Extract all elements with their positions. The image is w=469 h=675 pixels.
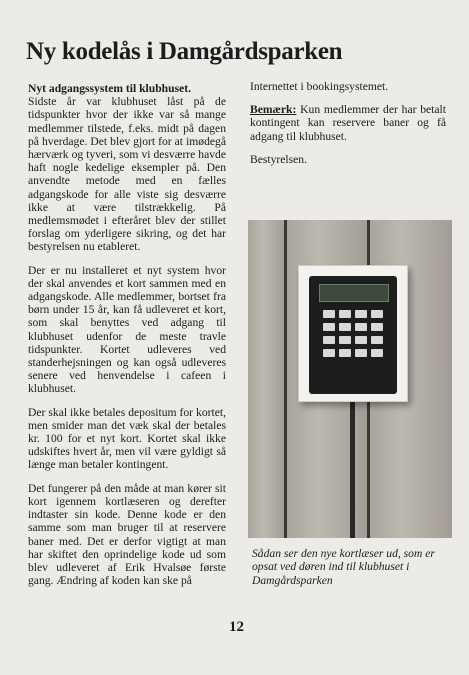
keypad-key: [371, 336, 383, 344]
paragraph-4: Det fungerer på den måde at man kører sit kort igennem kortlæseren og derefter indtaster sin kode. Denne kode er den samme som man bruger til at reservere baner med. Det er derfor vigtigt at man har skiftet den oprindelige kode ud som blev udleveret af Erik Hvalsøe første gang. Ændring af koden kan ske på: [28, 481, 226, 588]
note-label: Bemærk:: [250, 103, 297, 117]
keypad-key: [355, 349, 367, 357]
article-title: Ny kodelås i Damgårdsparken: [26, 38, 343, 65]
keypad-key: [339, 323, 351, 331]
keypad-key: [323, 349, 335, 357]
subheading: Nyt adgangssystem til klubhuset.: [28, 82, 191, 95]
keypad-key: [371, 310, 383, 318]
paragraph-1-text: Sidste år var klubhuset låst på de tidspunkter hvor der ikke var så mange medlemmer tilstede, f.eks. midt på dagen på hverdage. Det blev gjort for at imødegå hærværk og tyveri, som vi desværre havde haft nogle kedelige eksempler på. Den anvendte metode med en fælles adgangskode for alle viste sig desværre ikke at være tilstrækkelig. På medlemsmødet i efteråret blev der stillet forslag om yderligere sikring, og det har bestyrelsen nu etableret.: [28, 95, 226, 254]
keypad-key: [323, 323, 335, 331]
note-paragraph: [250, 103, 446, 143]
right-column: [250, 80, 446, 176]
keypad-key: [339, 336, 351, 344]
card-reader-photo: [248, 220, 452, 538]
keypad-key: [339, 310, 351, 318]
signature: Bestyrelsen.: [250, 152, 307, 166]
page-number: 12: [229, 619, 244, 635]
keypad-key: [355, 310, 367, 318]
left-column: [28, 82, 226, 597]
keypad-key: [323, 310, 335, 318]
keypad-key: [339, 349, 351, 357]
paragraph-1: [28, 82, 226, 254]
paragraph-2: Der er nu installeret et nyt system hvor der skal anvendes et kort sammen med en adgangskode. Alle medlemmer, bortset fra børn under 15 år, kan få udleveret et kort, som skal benyttes ved adgang til klubhuset udenfor de meste travle tidspunkter. Kortet udleveres ved standerhejsningen og kan også udleveres senere ved henvendelse i cafeen i klubhuset.: [28, 263, 226, 396]
note-text: Kun medlemmer der har betalt kontingent kan reservere baner og få adgang til klubhuset.: [250, 103, 446, 143]
wall-plank: [248, 220, 286, 538]
keypad-key: [371, 349, 383, 357]
photo-caption: Sådan ser den nye kortlæser ud, som er opsat ved døren ind til klubhuset i Damgårdsparken: [252, 547, 435, 587]
keypad-key: [323, 336, 335, 344]
reader-display: [319, 284, 389, 302]
reader-cable: [350, 400, 355, 538]
card-reader-unit: [309, 276, 397, 394]
keypad-key: [355, 323, 367, 331]
keypad: [323, 310, 383, 357]
keypad-key: [355, 336, 367, 344]
card-reader-housing: [298, 265, 408, 402]
continuation-text: Internettet i bookingsystemet.: [250, 80, 389, 93]
keypad-key: [371, 323, 383, 331]
paragraph-3: Der skal ikke betales depositum for kortet, men smider man det væk skal der betales kr. 100 for et nyt kort. Kortet skal ikke udskiftes hvert år, men vil være gyldigt så længe man betaler kontingent.: [28, 405, 226, 472]
